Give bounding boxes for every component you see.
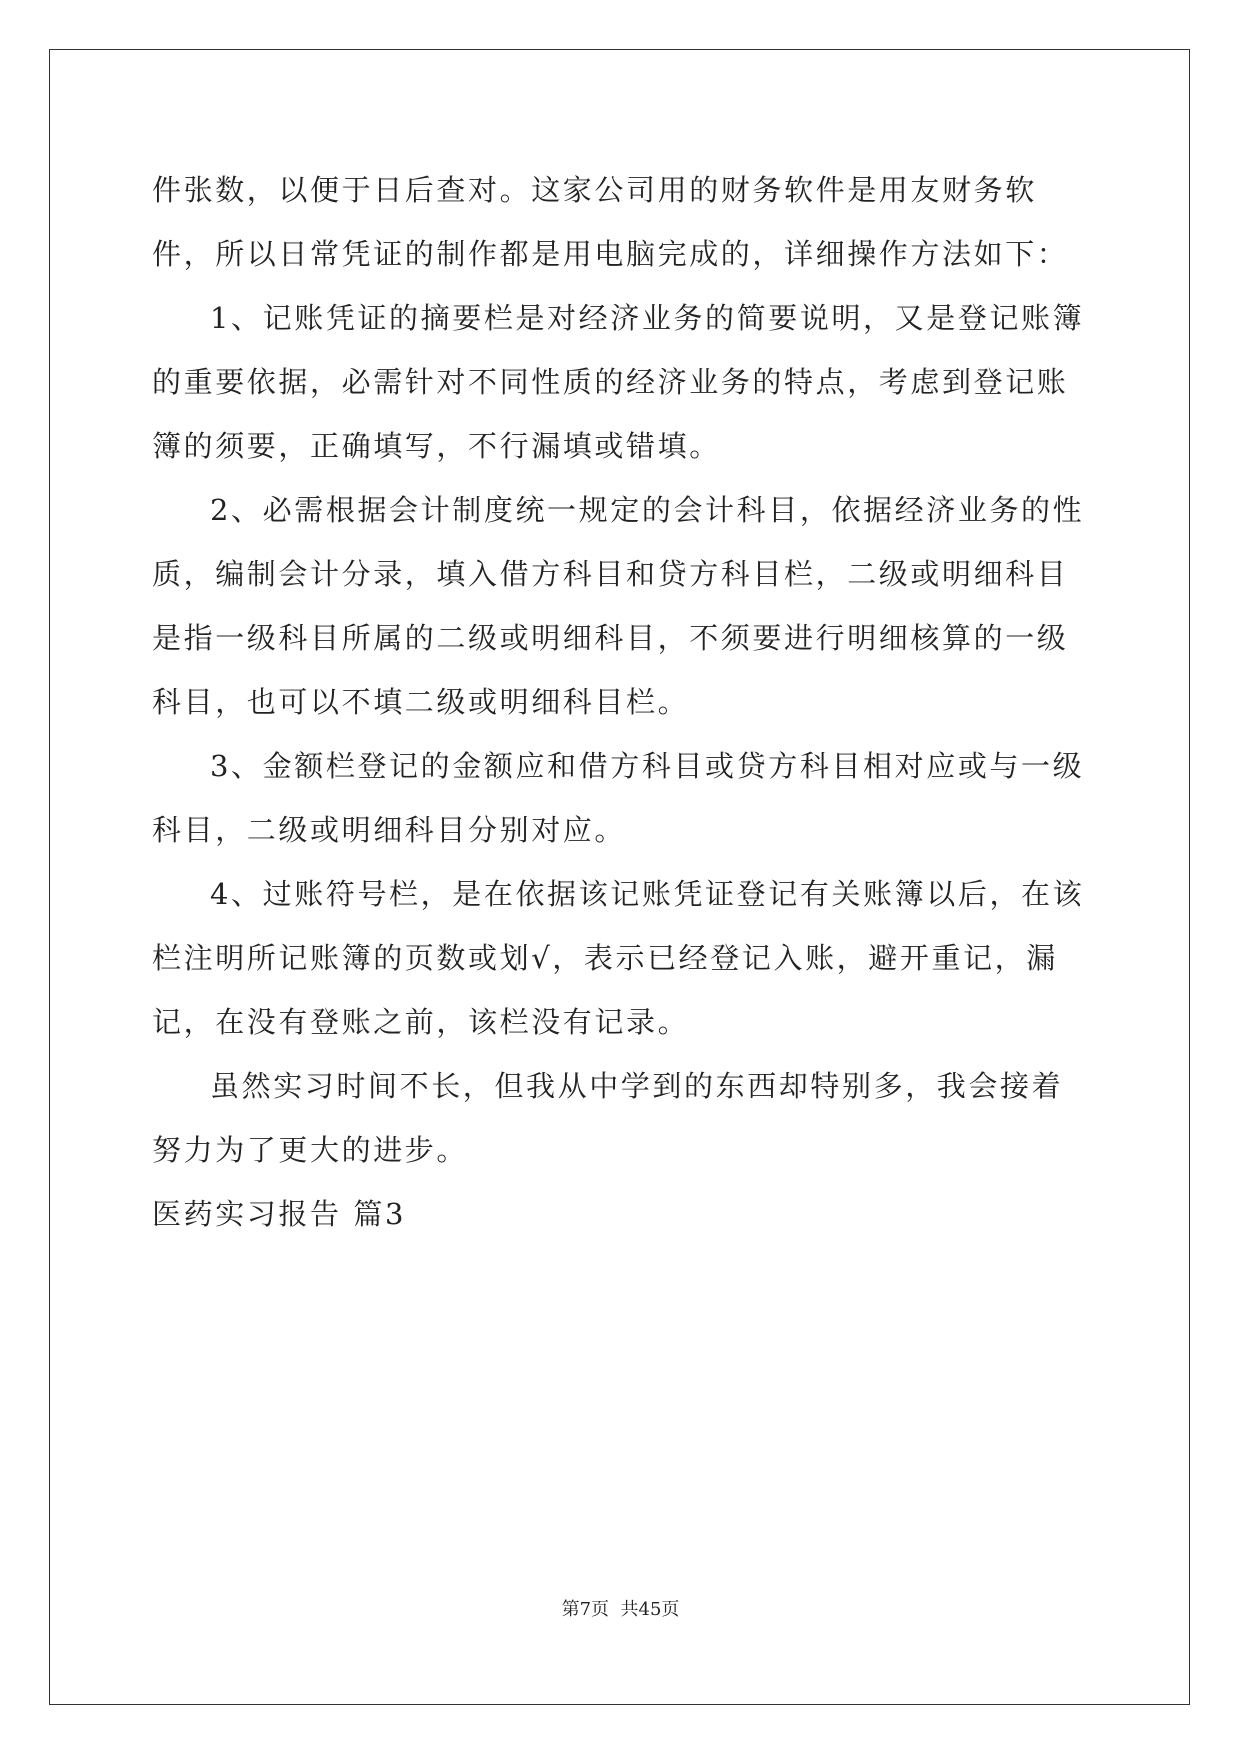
paragraph-continuation: 件张数，以便于日后查对。这家公司用的财务软件是用友财务软件，所以日常凭证的制作都是用电脑完成的，详细操作方法如下： <box>152 173 1069 271</box>
paragraph-item-3: 3、金额栏登记的金额应和借方科目或贷方科目相对应或与一级科目，二级或明细科目分别对应。 <box>152 749 1085 847</box>
page-number-label: 第7页 共45页 <box>561 1599 680 1620</box>
paragraph-conclusion: 虽然实习时间不长，但我从中学到的东西却特别多，我会接着努力为了更大的进步。 <box>152 1069 1064 1167</box>
paragraph-item-4: 4、过账符号栏，是在依据该记账凭证登记有关账簿以后，在该栏注明所记账簿的页数或划√，表示已经登记入账，避开重记，漏记，在没有登账之前，该栏没有记录。 <box>152 877 1085 1039</box>
section-heading: 医药实习报告 篇3 <box>152 1197 407 1231</box>
document-body <box>152 158 1092 1246</box>
paragraph-item-1: 1、记账凭证的摘要栏是对经济业务的简要说明，又是登记账簿的重要依据，必需针对不同性质的经济业务的特点，考虑到登记账簿的须要，正确填写，不行漏填或错填。 <box>152 301 1085 463</box>
paragraph-item-2: 2、必需根据会计制度统一规定的会计科目，依据经济业务的性质，编制会计分录，填入借方科目和贷方科目栏，二级或明细科目是指一级科目所属的二级或明细科目，不须要进行明细核算的一级科目，也可以不填二级或明细科目栏。 <box>152 493 1085 719</box>
page-footer <box>0 1595 1241 1621</box>
